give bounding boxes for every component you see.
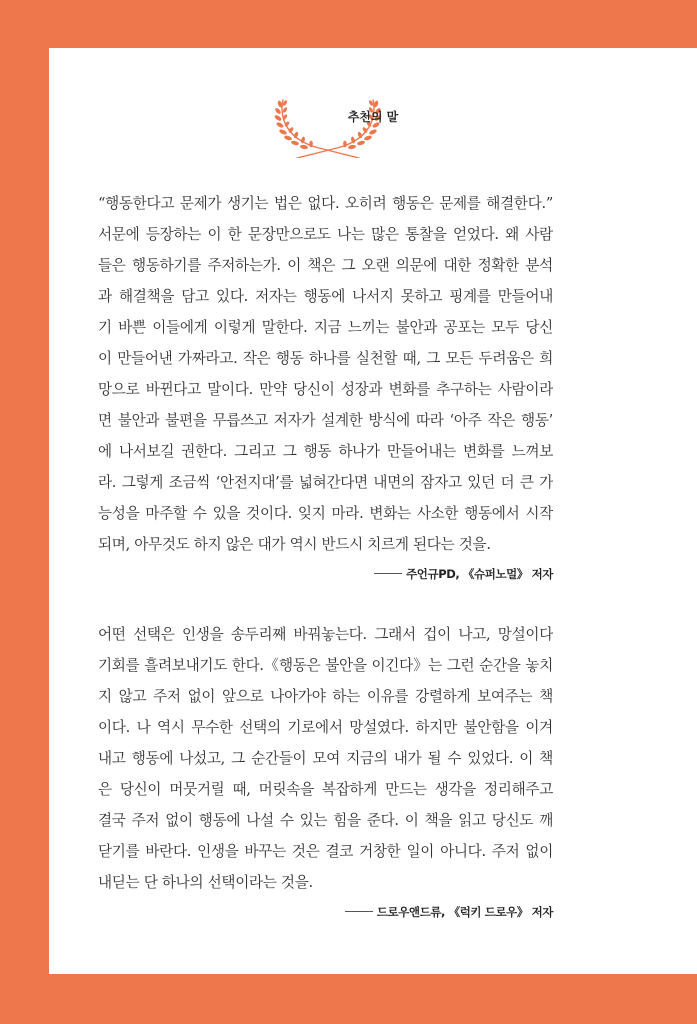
recommendation-text — [98, 619, 553, 898]
text-line: 기회를 흘려보내기도 한다.《행동은 불안을 이긴다》는 그런 순간을 놓치 — [98, 657, 553, 674]
text-line: 능성을 마주할 수 있을 것이다. 잊지 마라. 변화는 사소한 행동에서 시작 — [98, 505, 553, 522]
book-page — [49, 48, 697, 974]
text-line: 닫기를 바란다. 인생을 바꾸는 것은 결코 거창한 일이 아니다. 주저 없이 — [98, 843, 553, 860]
text-line: 과 해결책을 담고 있다. 저자는 행동에 나서지 못하고 핑계를 만들어내 — [98, 288, 553, 305]
text-line: 내고 행동에 나섰고, 그 순간들이 모여 지금의 내가 될 수 있었다. 이 책 — [98, 750, 553, 767]
recommendation-2 — [98, 619, 553, 920]
recommendation-1 — [98, 188, 553, 582]
em-dash-rule — [345, 911, 373, 912]
text-line: 망으로 바뀐다고 말이다. 만약 당신이 성장과 변화를 추구하는 사람이라 — [98, 381, 553, 398]
attribution-text: 드로우앤드류, 《럭키 드로우》 저자 — [376, 905, 553, 919]
attribution — [98, 566, 553, 582]
text-line: 라. 그렇게 조금씩 ‘안전지대’를 넓혀간다면 내면의 잠자고 있던 더 큰 가 — [98, 474, 553, 491]
text-line: 결국 주저 없이 행동에 나설 수 있는 힘을 준다. 이 책을 읽고 당신도 깨 — [98, 812, 553, 829]
section-title: 추천의 말 — [347, 110, 399, 124]
section-header — [49, 48, 697, 168]
text-line: 이 만들어낸 가짜라고. 작은 행동 하나를 실천할 때, 그 모든 두려움은 희 — [98, 350, 553, 367]
text-line: 은 당신이 머뭇거릴 때, 머릿속을 복잡하게 만드는 생각을 정리해주고 — [98, 781, 553, 798]
text-line: 이다. 나 역시 무수한 선택의 기로에서 망설였다. 하지만 불안함을 이겨 — [98, 719, 553, 736]
text-line: 지 않고 주저 없이 앞으로 나아가야 하는 이유를 강렬하게 보여주는 책 — [98, 688, 553, 705]
text-line: 들은 행동하기를 주저하는가. 이 책은 그 오랜 의문에 대한 정확한 분석 — [98, 257, 553, 274]
text-line: 에 나서보길 권한다. 그리고 그 행동 하나가 만들어내는 변화를 느껴보 — [98, 443, 553, 460]
attribution-text: 주언규PD, 《슈퍼노멀》 저자 — [406, 567, 553, 581]
text-line: 내딛는 단 하나의 선택이라는 것을. — [98, 874, 313, 891]
attribution — [98, 904, 553, 920]
text-line: 서문에 등장하는 이 한 문장만으로도 나는 많은 통찰을 얻었다. 왜 사람 — [98, 226, 553, 243]
text-line: 면 불안과 불편을 무릅쓰고 저자가 설계한 방식에 따라 ‘아주 작은 행동’ — [98, 412, 553, 429]
text-line: “행동한다고 문제가 생기는 법은 없다. 오히려 행동은 문제를 해결한다.” — [98, 195, 553, 212]
em-dash-rule — [374, 573, 402, 574]
text-line: 되며, 아무것도 하지 않은 대가 역시 반드시 치르게 된다는 것을. — [98, 536, 491, 553]
laurel-wreath-icon — [273, 96, 383, 158]
text-line: 어떤 선택은 인생을 송두리째 바꿔놓는다. 그래서 겁이 나고, 망설이다 — [98, 626, 553, 643]
text-line: 기 바쁜 이들에게 이렇게 말한다. 지금 느끼는 불안과 공포는 모두 당신 — [98, 319, 553, 336]
recommendation-text — [98, 188, 553, 560]
